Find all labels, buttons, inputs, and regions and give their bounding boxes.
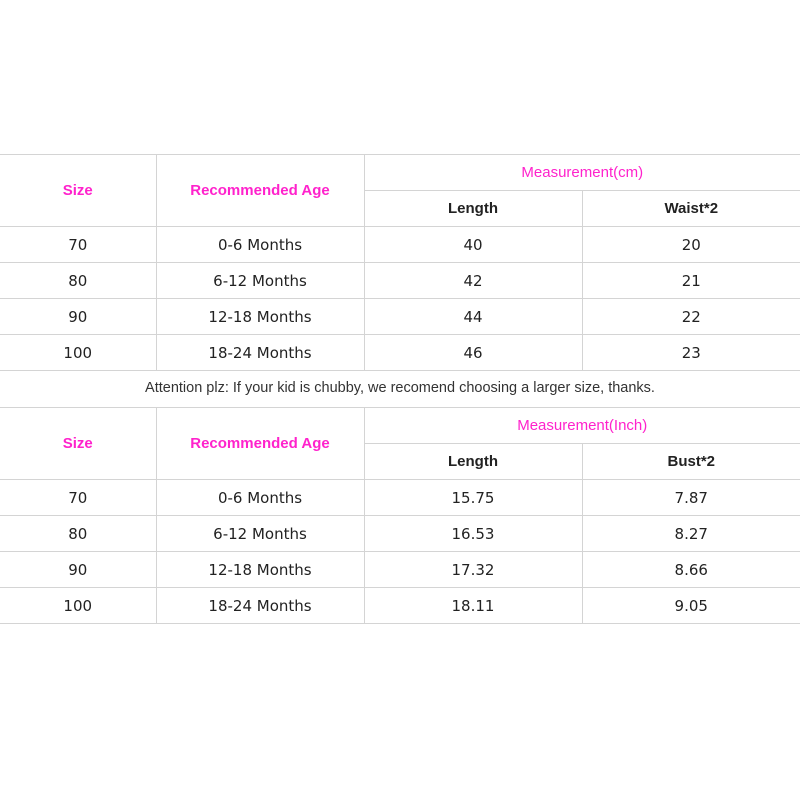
- size-cell: 90: [0, 552, 156, 588]
- size-header: Size: [0, 408, 156, 480]
- size-cell: 70: [0, 227, 156, 263]
- age-cell: 6-12 Months: [156, 516, 364, 552]
- table-row: [0, 227, 800, 263]
- length-cell: 16.53: [364, 516, 582, 552]
- waist-cell: 21: [582, 263, 800, 299]
- size-table-cm: [0, 154, 800, 371]
- size-cell: 80: [0, 263, 156, 299]
- size-cell: 70: [0, 480, 156, 516]
- bust-cell: 8.66: [582, 552, 800, 588]
- bust-cell: 7.87: [582, 480, 800, 516]
- table-row: [0, 588, 800, 624]
- table-row: [0, 335, 800, 371]
- length-cell: 44: [364, 299, 582, 335]
- length-cell: 17.32: [364, 552, 582, 588]
- length-cell: 46: [364, 335, 582, 371]
- age-header: Recommended Age: [156, 155, 364, 227]
- bust-cell: 9.05: [582, 588, 800, 624]
- length-header: Length: [364, 444, 582, 480]
- length-header: Length: [364, 191, 582, 227]
- measurement-header: Measurement(Inch): [364, 408, 800, 444]
- header-row: [0, 408, 800, 444]
- length-cell: 18.11: [364, 588, 582, 624]
- size-chart-cm: [0, 154, 800, 371]
- size-cell: 80: [0, 516, 156, 552]
- age-cell: 12-18 Months: [156, 552, 364, 588]
- waist-cell: 23: [582, 335, 800, 371]
- table-row: [0, 480, 800, 516]
- size-cell: 100: [0, 588, 156, 624]
- size-cell: 90: [0, 299, 156, 335]
- age-cell: 0-6 Months: [156, 480, 364, 516]
- age-cell: 12-18 Months: [156, 299, 364, 335]
- age-cell: 0-6 Months: [156, 227, 364, 263]
- waist-cell: 20: [582, 227, 800, 263]
- waist-header: Waist*2: [582, 191, 800, 227]
- age-header: Recommended Age: [156, 408, 364, 480]
- table-row: [0, 552, 800, 588]
- table-row: [0, 516, 800, 552]
- age-cell: 18-24 Months: [156, 588, 364, 624]
- header-row: [0, 155, 800, 191]
- age-cell: 6-12 Months: [156, 263, 364, 299]
- attention-note: Attention plz: If your kid is chubby, we recomend choosing a larger size, thanks.: [145, 380, 655, 396]
- age-cell: 18-24 Months: [156, 335, 364, 371]
- length-cell: 15.75: [364, 480, 582, 516]
- size-header: Size: [0, 155, 156, 227]
- table-row: [0, 263, 800, 299]
- size-table-inch: [0, 407, 800, 624]
- waist-cell: 22: [582, 299, 800, 335]
- size-chart-inch: [0, 407, 800, 624]
- bust-cell: 8.27: [582, 516, 800, 552]
- size-cell: 100: [0, 335, 156, 371]
- bust-header: Bust*2: [582, 444, 800, 480]
- length-cell: 40: [364, 227, 582, 263]
- table-row: [0, 299, 800, 335]
- length-cell: 42: [364, 263, 582, 299]
- measurement-header: Measurement(cm): [364, 155, 800, 191]
